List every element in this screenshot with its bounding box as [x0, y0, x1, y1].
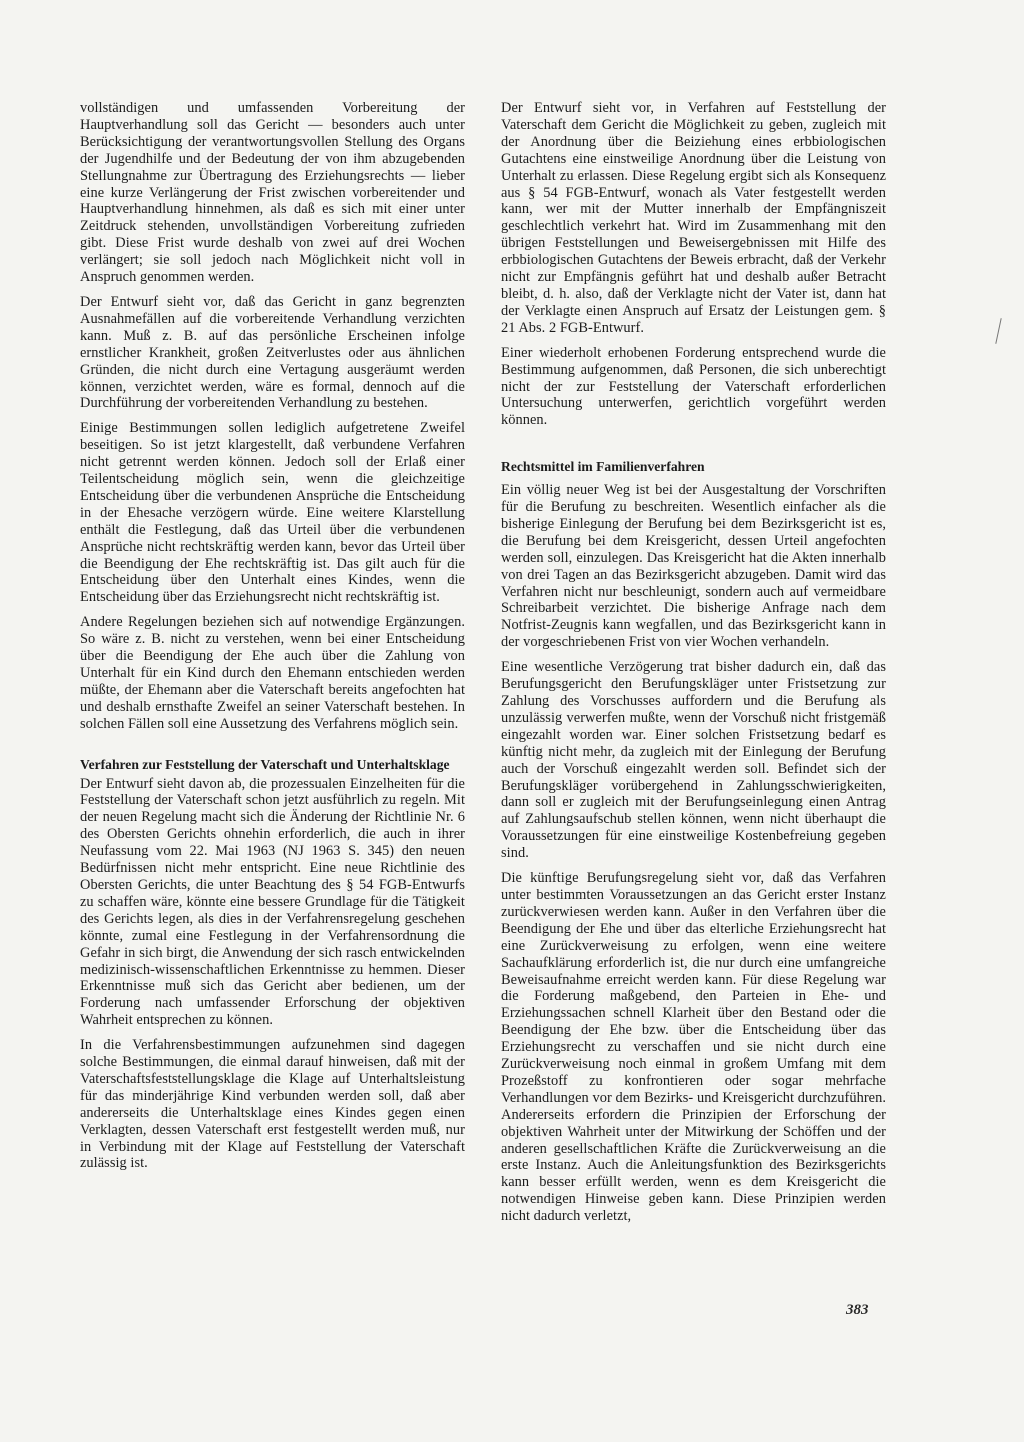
paragraph: Eine wesentliche Verzögerung trat bisher dadurch ein, daß das Berufungsgericht den Berufungskläger unter Fristsetzung zur Zahlung des Vorschusses auffordern und die Berufung als unzulässig verwerfen mußte, wenn der Vorschuß nicht fristgemäß eingezahlt worden war. Einer solchen Fristsetzung bedarf es künftig nicht mehr, da zugleich mit der Einlegung der Berufung auch der Vorschuß eingezahlt werden soll. Befindet sich der Berufungskläger vorübergehend in Zahlungsschwierigkeiten, dann soll er zugleich mit der Berufungseinlegung einen Antrag auf Zahlungsaufschub stellen können, wenn nicht überhaupt die Voraussetzungen für eine einstweilige Kostenbefreiung gegeben sind. [501, 659, 886, 862]
paragraph: Einer wiederholt erhobenen Forderung entsprechend wurde die Bestimmung aufgenommen, daß Personen, die sich unberechtigt nicht der zur Feststellung der Vaterschaft erforderlichen Untersuchung unterwerfen, gerichtlich vorgeführt werden können. [501, 344, 886, 429]
paragraph: Andere Regelungen beziehen sich auf notwendige Ergänzungen. So wäre z. B. nicht zu verstehen, wenn bei einer Entscheidung über die Beendigung der Ehe auch über die Zahlung von Unterhalt für ein Kind durch den Ehemann entschieden werden müßte, der Ehemann aber die Vaterschaft bereits angefochten hat und deshalb ernsthafte Zweifel an seiner Vaterschaft bestehen. In solchen Fällen soll eine Aussetzung des Verfahrens möglich sein. [80, 614, 465, 732]
section-heading: Verfahren zur Feststellung der Vaterschaft und Unterhaltsklage [80, 756, 450, 772]
right-column [501, 100, 886, 1233]
margin-pencil-mark [995, 318, 1001, 344]
section-heading: Rechtsmittel im Familienverfahren [501, 459, 705, 475]
paragraph: Der Entwurf sieht vor, in Verfahren auf Feststellung der Vaterschaft dem Gericht die Möglichkeit zu geben, zugleich mit der Anordnung über die Beiziehung eines erbbiologischen Gutachtens eine einstweilige Anordnung über die Leistung von Unterhalt zu erlassen. Diese Regelung ergibt sich als Konsequenz aus § 54 FGB-Entwurf, wonach als Vater festgestellt werden kann, wer mit der Mutter innerhalb der Empfängniszeit geschlechtlich verkehrt hat. Wird im Zusammenhang mit den übrigen Feststellungen und Beweisergebnissen mit Hilfe des erbbiologischen Gutachtens der Beweis erbracht, daß der Verkehr nicht zur Empfängnis geführt hat und deshalb außer Betracht bleibt, d. h. also, daß der Verklagte nicht der Vater ist, dann hat der Verklagte einen Anspruch auf Ersatz der Leistungen gem. § 21 Abs. 2 FGB-Entwurf. [501, 100, 886, 336]
paragraph: Ein völlig neuer Weg ist bei der Ausgestaltung der Vorschriften für die Berufung zu beschreiten. Wesentlich einfacher als die bisherige Einlegung der Berufung bei dem Bezirksgericht ist es, die Berufung bei dem Kreisgericht, dessen Urteil angefochten werden soll, einzulegen. Das Kreisgericht hat die Akten innerhalb von drei Tagen an das Bezirksgericht abzugeben. Damit wird das Verfahren nicht nur beschleunigt, sondern auch auf vermeidbare Schreibarbeit verzichtet. Die bisherige Anfrage nach dem Notfrist-Zeugnis kann wegfallen, und das Bezirksgericht kann in der vorgeschriebenen Frist von vier Wochen verhandeln. [501, 482, 886, 651]
paragraph: Der Entwurf sieht vor, daß das Gericht in ganz begrenzten Ausnahmefällen auf die vorbereitende Verhandlung verzichten kann. Muß z. B. auf das persönliche Erscheinen infolge ernstlicher Krankheit, großen Zeitverlustes oder aus ähnlichen Gründen, die nicht durch eine Vertagung ausgeräumt werden können, verzichtet werden, wäre es formal, dennoch auf die Durchführung der vorbereitenden Verhandlung zu bestehen. [80, 293, 465, 412]
paragraph: vollständigen und umfassenden Vorbereitung der Hauptverhandlung soll das Gericht — besonders auch unter Berücksichtigung der verantwortungsvollen Stellung des Organs der Jugendhilfe und der Bedeutung der von ihm abzugebenden Stellungnahme zur Übertragung des Erziehungsrechts — lieber eine kurze Verlängerung der Frist zwischen vorbereitender und Hauptverhandlung hinnehmen, als daß es sich mit einer unter Zeitdruck stehenden, unvollständigen Vorbereitung zufrieden gibt. Diese Frist wurde deshalb von zwei auf drei Wochen verlängert; sie soll jedoch nach Möglichkeit nicht voll in Anspruch genommen werden. [80, 100, 465, 286]
paragraph: Der Entwurf sieht davon ab, die prozessualen Einzelheiten für die Feststellung der Vaterschaft schon jetzt ausführlich zu regeln. Mit der neuen Regelung macht sich die Änderung der Richtlinie Nr. 6 des Obersten Gerichts ohnehin erforderlich, die auch in ihrer Neufassung vom 22. Mai 1963 (NJ 1963 S. 345) den neuen Bedürfnissen nicht mehr entspricht. Eine neue Richtlinie des Obersten Gerichts, die unter Beachtung des § 54 FGB-Entwurfs zu schaffen wäre, könnte eine bessere Grundlage für die Tätigkeit des Gerichts legen, als dies in der Verfahrensregelung geschehen könnte, zumal eine Festlegung in der Verfahrensordnung die Gefahr in sich birgt, die Anwendung der sich rasch entwickelnden medizinisch-wissenschaftlichen Erkenntnisse zu hemmen. Dieser Erkenntnisse muß sich das Gericht aber bedienen, um der Forderung nach umfassender Erforschung der objektiven Wahrheit entsprechen zu können. [80, 775, 465, 1029]
left-column [80, 100, 465, 1180]
page-number: 383 [846, 1302, 869, 1318]
paragraph: Einige Bestimmungen sollen lediglich aufgetretene Zweifel beseitigen. So ist jetzt klargestellt, daß verbundene Verfahren nicht getrennt werden können. Jedoch soll der Erlaß einer Teilentscheidung möglich sein, wenn die gleichzeitige Entscheidung über die verbundenen Ansprüche die Entscheidung in der Ehesache verzögern würde. Eine weitere Klarstellung enthält die Festlegung, daß das Urteil über die verbundenen Ansprüche nicht rechtskräftig werden kann, bevor das Urteil über die Beendigung der Ehe rechtskräftig ist. Das gilt auch für die Entscheidung über den Unterhalt eines Kindes, wenn die Entscheidung über das Erziehungsrecht nicht rechtskräftig ist. [80, 420, 465, 606]
paragraph: In die Verfahrensbestimmungen aufzunehmen sind dagegen solche Bestimmungen, die einmal darauf hinweisen, daß mit der Vaterschaftsfeststellungsklage die Klage auf Unterhaltsleistung für das minderjährige Kind verbunden werden soll, daß aber andererseits die Unterhaltsklage eines Kindes gegen einen Verklagten, dessen Vaterschaft erst festgestellt werden muß, nur in Verbindung mit der Klage auf Feststellung der Vaterschaft zulässig ist. [80, 1037, 465, 1172]
paragraph: Die künftige Berufungsregelung sieht vor, daß das Verfahren unter bestimmten Voraussetzungen an das Gericht erster Instanz zurückverwiesen werden kann. Außer in den Verfahren über die Beendigung der Ehe und über das elterliche Erziehungsrecht hat eine Zurückverweisung zu erfolgen, wenn eine weitere Sachaufklärung erforderlich ist, die nur durch eine umfangreiche Beweisaufnahme erreicht werden kann. Für diese Regelung war die Forderung maßgebend, den Parteien in Ehe- und Erziehungssachen schnell Klarheit über den Bestand oder die Beendigung der Ehe bzw. über die Entscheidung über das Erziehungsrecht zu verschaffen und sie nicht durch eine Zurückverweisung noch einmal in großem Umfang mit dem Prozeßstoff zu konfrontieren oder sogar mehrfache Verhandlungen vor dem Bezirks- und Kreisgericht durchzuführen. Andererseits erfordern die Prinzipien der Erforschung der objektiven Wahrheit unter der Mitwirkung der Schöffen und der anderen gesellschaftlichen Kräfte die Zurückverweisung an die erste Instanz. Auch die Anleitungsfunktion des Bezirksgerichts kann besser erfüllt werden, wenn es dem Kreisgericht die notwendigen Hinweise geben kann. Diese Prinzipien werden nicht dadurch verletzt, [501, 870, 886, 1225]
